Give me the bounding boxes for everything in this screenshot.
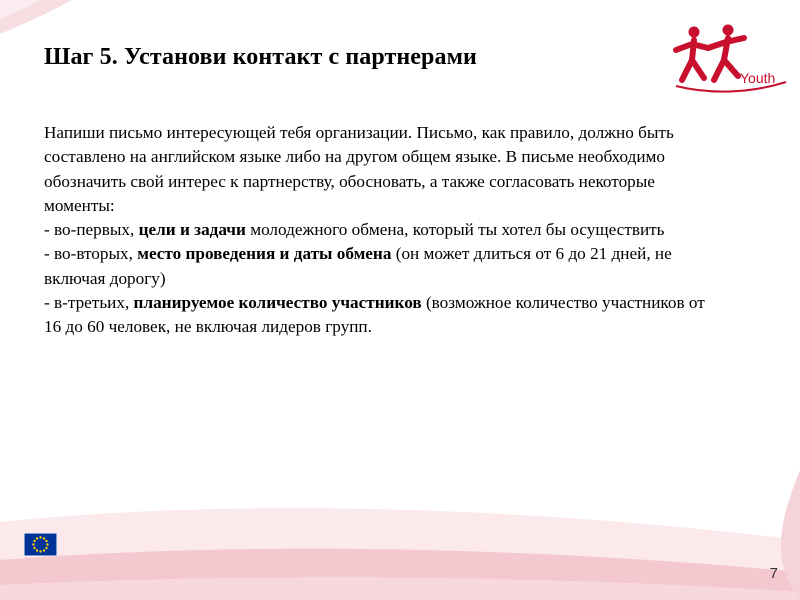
body-text (44, 121, 724, 340)
list-item-text: (возможное количество участников от 16 до 60 человек, не включая лидеров групп. (44, 293, 705, 337)
list-item-emphasis: место проведения и даты обмена (137, 244, 392, 264)
list-item-emphasis: цели и задачи (138, 220, 246, 240)
list-item-text: (он может длиться от 6 до 21 дней, не включая дорогу) (44, 244, 672, 288)
list-item-emphasis: планируемое количество участников (133, 293, 422, 313)
youth-logo-text: Youth (740, 70, 776, 86)
intro-paragraph: Напиши письмо интересующей тебя организации. Письмо, как правило, должно быть составлено на английском языке либо на другом общем языке. В письме необходимо обозначить свой интерес к партнерству, обосновать, а также согласовать некоторые моменты: (44, 123, 674, 215)
list-item-prefix: - во-вторых, (44, 244, 138, 264)
list-item-prefix: - во-первых, (44, 220, 139, 240)
list-item-goals (44, 218, 724, 242)
list-item-participants (44, 291, 724, 340)
list-item-text: молодежного обмена, который ты хотел бы осуществить (245, 220, 665, 240)
slide-title: Шаг 5. Установи контакт с партнерами (44, 44, 477, 70)
list-item-venue-dates (44, 242, 724, 291)
eu-flag-icon (24, 533, 57, 556)
list-item-prefix: - в-третьих, (44, 293, 134, 313)
youth-program-figures-icon (668, 20, 790, 98)
page-number: 7 (769, 565, 778, 582)
